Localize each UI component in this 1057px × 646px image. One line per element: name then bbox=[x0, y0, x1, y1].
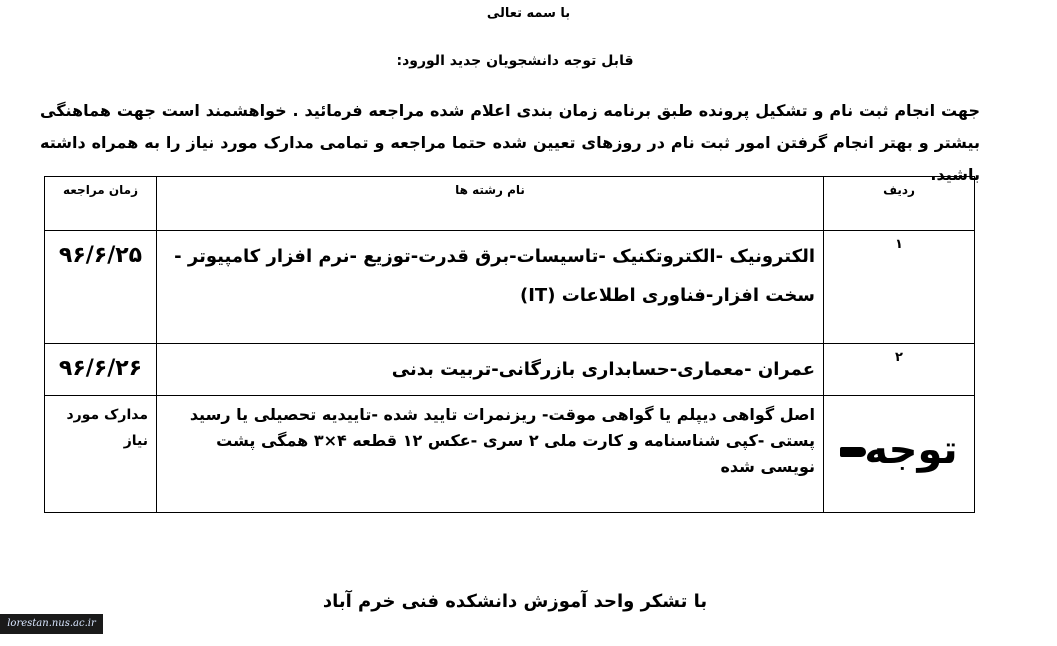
table-row bbox=[45, 231, 975, 344]
table-header-row bbox=[45, 177, 975, 231]
row-number: ۱ bbox=[824, 231, 975, 344]
signature-footer: با تشکر واحد آموزش دانشکده فنی خرم آباد bbox=[322, 591, 708, 612]
table-row bbox=[45, 344, 975, 396]
page-subheading: قابل توجه دانشجویان جدید الورود: bbox=[396, 53, 634, 69]
header-field-names: نام رشته ها bbox=[157, 177, 824, 231]
registration-schedule-table bbox=[44, 176, 975, 513]
required-documents-label: مدارک مورد نیاز bbox=[45, 396, 157, 513]
notice-row bbox=[45, 396, 975, 513]
row-fields: عمران -معماری-حسابداری بازرگانی-تربیت بدنی bbox=[157, 344, 824, 396]
page-heading: با سمه تعالی bbox=[486, 6, 571, 21]
row-date: ۹۶/۶/۲۶ bbox=[45, 344, 157, 396]
site-watermark: lorestan.nus.ac.ir bbox=[0, 614, 103, 634]
notice-cell bbox=[824, 396, 975, 513]
header-row-number: ردیف bbox=[824, 177, 975, 231]
header-visit-date: زمان مراجعه bbox=[45, 177, 157, 231]
row-fields: الکترونیک -الکتروتکنیک -تاسیسات-برق قدرت-توزیع -نرم افزار کامپیوتر - سخت افزار-فناوری اطلاعات (IT) bbox=[157, 231, 824, 344]
required-documents-list: اصل گواهی دیپلم یا گواهی موقت- ریزنمرات تایید شده -تاییدیه تحصیلی یا رسید پستی -کپی شناسنامه و کارت ملی ۲ سری -عکس ۱۲ قطعه ۴×۳ همگی پشت نویسی شده bbox=[157, 396, 824, 513]
intro-paragraph: جهت انجام ثبت نام و تشکیل پرونده طبق برنامه زمان بندی اعلام شده مراجعه فرمائید . خواهشمند است جهت هماهنگی بیشتر و بهتر انجام گرفتن امور ثبت نام در روزهای تعیین شده حتما مراجعه و تمامی مدارک مورد نیاز را به همراه داشته باشید. bbox=[40, 101, 980, 184]
row-number: ۲ bbox=[824, 344, 975, 396]
notice-label: توجه bbox=[864, 427, 958, 473]
pointing-hand-icon bbox=[840, 447, 866, 457]
row-date: ۹۶/۶/۲۵ bbox=[45, 231, 157, 344]
